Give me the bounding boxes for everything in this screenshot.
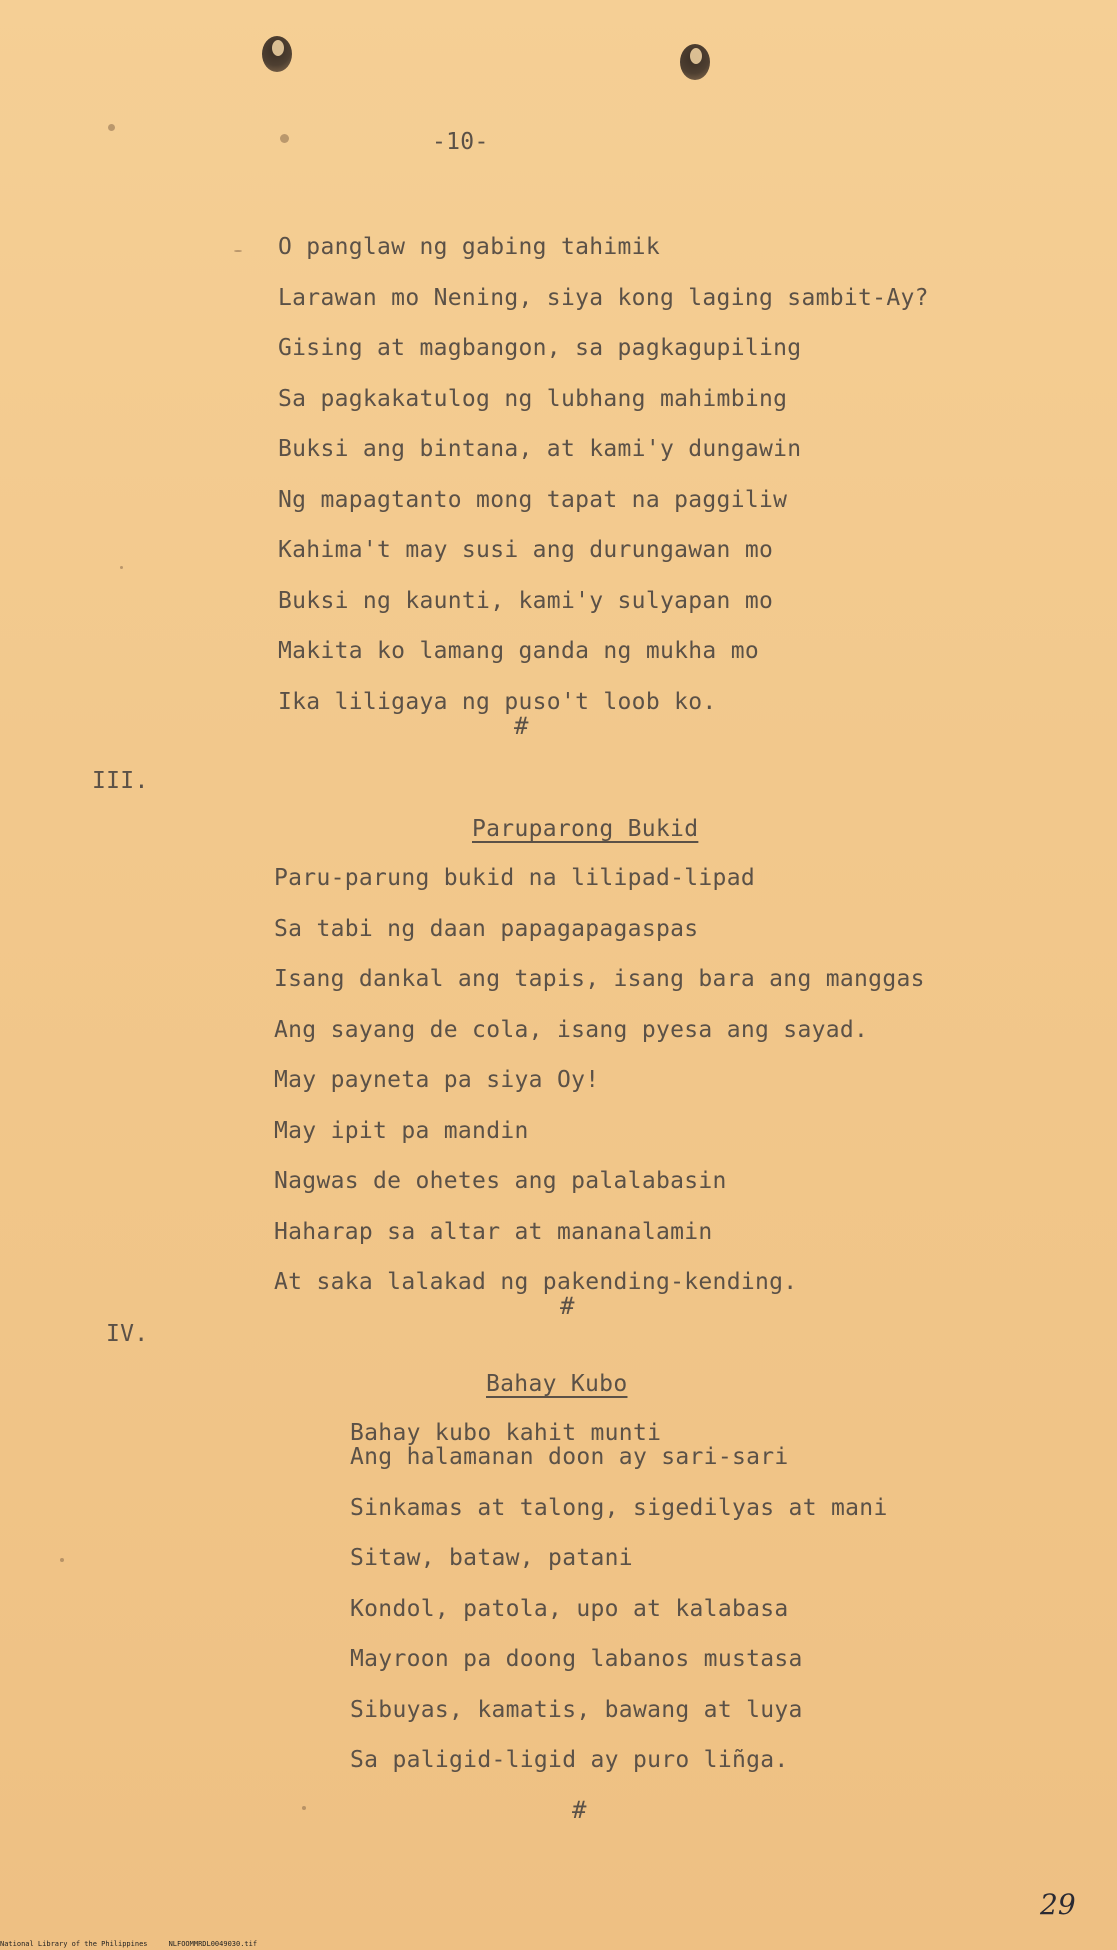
paper-speck: [108, 124, 115, 131]
verse-line: Sinkamas at talong, sigedilyas at mani: [350, 1495, 888, 1521]
paper-speck: [120, 566, 123, 569]
verse-line: Sitaw, bataw, patani: [350, 1545, 633, 1571]
verse-line: Buksi ng kaunti, kami'y sulyapan mo: [278, 588, 774, 614]
end-mark: #: [560, 1292, 575, 1320]
verse-line: Makita ko lamang ganda ng mukha mo: [278, 638, 760, 664]
page-number: -10-: [432, 129, 489, 155]
verse-line: Nagwas de ohetes ang palalabasin: [274, 1168, 727, 1194]
verse-line: Kondol, patola, upo at kalabasa: [350, 1596, 789, 1622]
verse-line: Ang sayang de cola, isang pyesa ang sayad.: [274, 1017, 869, 1043]
verse-line: Gising at magbangon, sa pagkagupiling: [278, 335, 802, 361]
poem-title: Bahay Kubo: [486, 1371, 628, 1397]
verse-line: Ang halamanan doon ay sari-sari: [350, 1444, 789, 1470]
paper-speck: [302, 1806, 306, 1810]
verse-line: At saka lalakad ng pakending-kending.: [274, 1269, 798, 1295]
verse-line: Ng mapagtanto mong tapat na paggiliw: [278, 487, 788, 513]
punch-hole-right-shine: [690, 48, 702, 64]
end-mark: #: [514, 712, 529, 740]
verse-line: Sibuyas, kamatis, bawang at luya: [350, 1697, 803, 1723]
verse-line: Haharap sa altar at mananalamin: [274, 1219, 713, 1245]
verse-line: Buksi ang bintana, at kami'y dungawin: [278, 436, 802, 462]
verse-line: Ika liligaya ng puso't loob ko.: [278, 689, 717, 715]
section-numeral: IV.: [106, 1321, 149, 1347]
end-mark: #: [572, 1796, 587, 1824]
verse-line: Sa tabi ng daan papagapagaspas: [274, 916, 699, 942]
section-numeral: III.: [92, 768, 149, 794]
verse-line: Sa pagkakatulog ng lubhang mahimbing: [278, 386, 788, 412]
paper-speck: [280, 134, 289, 143]
verse-line: Kahima't may susi ang durungawan mo: [278, 537, 774, 563]
verse-line: Sa paligid-ligid ay puro liñga.: [350, 1747, 789, 1773]
verse-line: May payneta pa siya Oy!: [274, 1067, 600, 1093]
verse-line: O panglaw ng gabing tahimik: [278, 234, 660, 260]
verse-line: Bahay kubo kahit munti: [350, 1420, 662, 1446]
verse-line: May ipit pa mandin: [274, 1118, 529, 1144]
paper-speck: [60, 1558, 64, 1562]
paper-speck: [234, 250, 242, 252]
punch-hole-left-shine: [272, 40, 284, 56]
verse-line: Larawan mo Nening, siya kong laging sambit-Ay?: [278, 285, 929, 311]
verse-line: Paru-parung bukid na lilipad-lipad: [274, 865, 756, 891]
scan-footer: National Library of the Philippines NLFOOMMRDL0049030.tif: [0, 1940, 258, 1948]
verse-line: Isang dankal ang tapis, isang bara ang manggas: [274, 966, 925, 992]
verse-line: Mayroon pa doong labanos mustasa: [350, 1646, 803, 1672]
handwritten-folio-number: 29: [1040, 1888, 1076, 1921]
poem-title: Paruparong Bukid: [472, 816, 699, 842]
